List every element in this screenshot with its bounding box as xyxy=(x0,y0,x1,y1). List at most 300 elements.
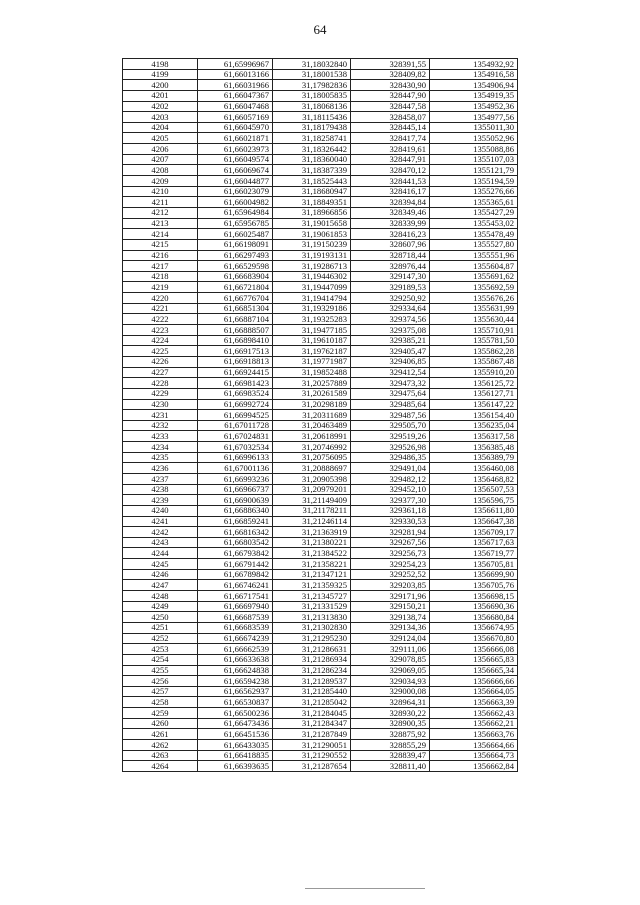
point-number-cell: 4249 xyxy=(123,601,198,612)
table-row xyxy=(123,388,518,399)
latitude-cell: 61,66021871 xyxy=(198,133,273,144)
longitude-cell: 31,21363919 xyxy=(273,527,351,538)
latitude-cell: 61,66859241 xyxy=(198,516,273,527)
latitude-cell: 61,66023079 xyxy=(198,186,273,197)
y-coordinate-cell: 1354952,36 xyxy=(430,101,518,112)
latitude-cell: 61,66721804 xyxy=(198,282,273,293)
longitude-cell: 31,20618991 xyxy=(273,431,351,442)
y-coordinate-cell: 1356507,53 xyxy=(430,484,518,495)
latitude-cell: 61,66433035 xyxy=(198,740,273,751)
longitude-cell: 31,18525443 xyxy=(273,176,351,187)
y-coordinate-cell: 1356690,36 xyxy=(430,601,518,612)
latitude-cell: 61,67001136 xyxy=(198,463,273,474)
table-row xyxy=(123,218,518,229)
point-number-cell: 4233 xyxy=(123,431,198,442)
latitude-cell: 61,66451536 xyxy=(198,729,273,740)
point-number-cell: 4245 xyxy=(123,559,198,570)
x-coordinate-cell: 328430,90 xyxy=(351,80,430,91)
y-coordinate-cell: 1355781,50 xyxy=(430,335,518,346)
x-coordinate-cell: 329034,93 xyxy=(351,676,430,687)
x-coordinate-cell: 329361,18 xyxy=(351,505,430,516)
y-coordinate-cell: 1356674,95 xyxy=(430,622,518,633)
longitude-cell: 31,19610187 xyxy=(273,335,351,346)
point-number-cell: 4209 xyxy=(123,176,198,187)
table-row xyxy=(123,165,518,176)
table-row xyxy=(123,484,518,495)
longitude-cell: 31,20261589 xyxy=(273,388,351,399)
y-coordinate-cell: 1356665,83 xyxy=(430,654,518,665)
point-number-cell: 4199 xyxy=(123,69,198,80)
x-coordinate-cell: 329267,56 xyxy=(351,537,430,548)
longitude-cell: 31,21347121 xyxy=(273,569,351,580)
longitude-cell: 31,19414794 xyxy=(273,293,351,304)
table-row xyxy=(123,293,518,304)
y-coordinate-cell: 1356717,63 xyxy=(430,537,518,548)
table-row xyxy=(123,101,518,112)
y-coordinate-cell: 1356385,48 xyxy=(430,442,518,453)
longitude-cell: 31,21284347 xyxy=(273,718,351,729)
x-coordinate-cell: 328447,58 xyxy=(351,101,430,112)
page-number: 64 xyxy=(313,22,327,37)
point-number-cell: 4263 xyxy=(123,750,198,761)
latitude-cell: 61,66562937 xyxy=(198,686,273,697)
point-number-cell: 4244 xyxy=(123,548,198,559)
table-row xyxy=(123,410,518,421)
longitude-cell: 31,21286234 xyxy=(273,665,351,676)
point-number-cell: 4239 xyxy=(123,495,198,506)
latitude-cell: 61,66983524 xyxy=(198,388,273,399)
point-number-cell: 4242 xyxy=(123,527,198,538)
x-coordinate-cell: 328976,44 xyxy=(351,261,430,272)
x-coordinate-cell: 328409,82 xyxy=(351,69,430,80)
longitude-cell: 31,20257889 xyxy=(273,378,351,389)
point-number-cell: 4260 xyxy=(123,718,198,729)
y-coordinate-cell: 1356662,21 xyxy=(430,718,518,729)
point-number-cell: 4213 xyxy=(123,218,198,229)
table-row xyxy=(123,686,518,697)
bottom-rule xyxy=(305,888,425,889)
y-coordinate-cell: 1354932,92 xyxy=(430,59,518,70)
latitude-cell: 61,66047367 xyxy=(198,90,273,101)
table-row xyxy=(123,367,518,378)
point-number-cell: 4214 xyxy=(123,229,198,240)
point-number-cell: 4205 xyxy=(123,133,198,144)
latitude-cell: 61,66803542 xyxy=(198,537,273,548)
point-number-cell: 4231 xyxy=(123,410,198,421)
point-number-cell: 4198 xyxy=(123,59,198,70)
x-coordinate-cell: 329256,73 xyxy=(351,548,430,559)
latitude-cell: 61,66049574 xyxy=(198,154,273,165)
x-coordinate-cell: 329111,06 xyxy=(351,644,430,655)
longitude-cell: 31,21285440 xyxy=(273,686,351,697)
x-coordinate-cell: 328607,96 xyxy=(351,239,430,250)
y-coordinate-cell: 1355052,96 xyxy=(430,133,518,144)
point-number-cell: 4228 xyxy=(123,378,198,389)
point-number-cell: 4241 xyxy=(123,516,198,527)
x-coordinate-cell: 328394,84 xyxy=(351,197,430,208)
latitude-cell: 61,66297493 xyxy=(198,250,273,261)
longitude-cell: 31,21384522 xyxy=(273,548,351,559)
table-row xyxy=(123,335,518,346)
table-row xyxy=(123,69,518,80)
longitude-cell: 31,21302830 xyxy=(273,622,351,633)
x-coordinate-cell: 328339,99 xyxy=(351,218,430,229)
table-row xyxy=(123,729,518,740)
x-coordinate-cell: 329405,47 xyxy=(351,346,430,357)
longitude-cell: 31,21284045 xyxy=(273,708,351,719)
y-coordinate-cell: 1355088,86 xyxy=(430,144,518,155)
point-number-cell: 4222 xyxy=(123,314,198,325)
point-number-cell: 4257 xyxy=(123,686,198,697)
latitude-cell: 61,66993236 xyxy=(198,473,273,484)
x-coordinate-cell: 329281,94 xyxy=(351,527,430,538)
longitude-cell: 31,21359325 xyxy=(273,580,351,591)
x-coordinate-cell: 329134,36 xyxy=(351,622,430,633)
point-number-cell: 4210 xyxy=(123,186,198,197)
point-number-cell: 4219 xyxy=(123,282,198,293)
x-coordinate-cell: 329069,05 xyxy=(351,665,430,676)
latitude-cell: 61,65956785 xyxy=(198,218,273,229)
y-coordinate-cell: 1355453,02 xyxy=(430,218,518,229)
table-row xyxy=(123,144,518,155)
x-coordinate-cell: 329475,64 xyxy=(351,388,430,399)
longitude-cell: 31,21287849 xyxy=(273,729,351,740)
table-row xyxy=(123,537,518,548)
table-row xyxy=(123,559,518,570)
point-number-cell: 4226 xyxy=(123,356,198,367)
point-number-cell: 4211 xyxy=(123,197,198,208)
point-number-cell: 4251 xyxy=(123,622,198,633)
latitude-cell: 61,66900639 xyxy=(198,495,273,506)
latitude-cell: 61,66683539 xyxy=(198,622,273,633)
longitude-cell: 31,20746992 xyxy=(273,442,351,453)
point-number-cell: 4246 xyxy=(123,569,198,580)
point-number-cell: 4221 xyxy=(123,303,198,314)
x-coordinate-cell: 328718,44 xyxy=(351,250,430,261)
y-coordinate-cell: 1354977,56 xyxy=(430,112,518,123)
x-coordinate-cell: 329203,85 xyxy=(351,580,430,591)
table-row xyxy=(123,250,518,261)
point-number-cell: 4234 xyxy=(123,442,198,453)
table-row xyxy=(123,229,518,240)
y-coordinate-cell: 1356666,66 xyxy=(430,676,518,687)
y-coordinate-cell: 1356147,22 xyxy=(430,399,518,410)
y-coordinate-cell: 1355276,66 xyxy=(430,186,518,197)
y-coordinate-cell: 1356647,38 xyxy=(430,516,518,527)
table-row xyxy=(123,59,518,70)
table-row xyxy=(123,750,518,761)
latitude-cell: 61,66031966 xyxy=(198,80,273,91)
latitude-cell: 61,66791442 xyxy=(198,559,273,570)
x-coordinate-cell: 329330,53 xyxy=(351,516,430,527)
point-number-cell: 4204 xyxy=(123,122,198,133)
y-coordinate-cell: 1356663,76 xyxy=(430,729,518,740)
table-row xyxy=(123,186,518,197)
x-coordinate-cell: 328875,92 xyxy=(351,729,430,740)
point-number-cell: 4240 xyxy=(123,505,198,516)
latitude-cell: 61,66057169 xyxy=(198,112,273,123)
x-coordinate-cell: 329375,08 xyxy=(351,325,430,336)
latitude-cell: 61,66013166 xyxy=(198,69,273,80)
x-coordinate-cell: 328470,12 xyxy=(351,165,430,176)
longitude-cell: 31,21345727 xyxy=(273,591,351,602)
point-number-cell: 4261 xyxy=(123,729,198,740)
latitude-cell: 61,66793842 xyxy=(198,548,273,559)
longitude-cell: 31,18966856 xyxy=(273,207,351,218)
y-coordinate-cell: 1356705,81 xyxy=(430,559,518,570)
latitude-cell: 61,66023973 xyxy=(198,144,273,155)
table-row xyxy=(123,442,518,453)
longitude-cell: 31,20905398 xyxy=(273,473,351,484)
latitude-cell: 61,66789842 xyxy=(198,569,273,580)
latitude-cell: 61,66633638 xyxy=(198,654,273,665)
latitude-cell: 61,66717541 xyxy=(198,591,273,602)
latitude-cell: 61,66069674 xyxy=(198,165,273,176)
latitude-cell: 61,66529598 xyxy=(198,261,273,272)
x-coordinate-cell: 328839,47 xyxy=(351,750,430,761)
point-number-cell: 4208 xyxy=(123,165,198,176)
x-coordinate-cell: 328417,74 xyxy=(351,133,430,144)
longitude-cell: 31,21290051 xyxy=(273,740,351,751)
longitude-cell: 31,21246114 xyxy=(273,516,351,527)
point-number-cell: 4224 xyxy=(123,335,198,346)
point-number-cell: 4248 xyxy=(123,591,198,602)
latitude-cell: 61,66816342 xyxy=(198,527,273,538)
longitude-cell: 31,19762187 xyxy=(273,346,351,357)
point-number-cell: 4235 xyxy=(123,452,198,463)
y-coordinate-cell: 1354919,35 xyxy=(430,90,518,101)
table-row xyxy=(123,495,518,506)
y-coordinate-cell: 1356662,84 xyxy=(430,761,518,772)
longitude-cell: 31,21331529 xyxy=(273,601,351,612)
longitude-cell: 31,18680947 xyxy=(273,186,351,197)
latitude-cell: 61,66992724 xyxy=(198,399,273,410)
table-row xyxy=(123,665,518,676)
x-coordinate-cell: 329171,96 xyxy=(351,591,430,602)
longitude-cell: 31,18360040 xyxy=(273,154,351,165)
y-coordinate-cell: 1356468,82 xyxy=(430,473,518,484)
x-coordinate-cell: 328811,40 xyxy=(351,761,430,772)
x-coordinate-cell: 328458,07 xyxy=(351,112,430,123)
longitude-cell: 31,19286713 xyxy=(273,261,351,272)
point-number-cell: 4252 xyxy=(123,633,198,644)
x-coordinate-cell: 329452,10 xyxy=(351,484,430,495)
longitude-cell: 31,19193131 xyxy=(273,250,351,261)
table-row xyxy=(123,622,518,633)
y-coordinate-cell: 1356127,71 xyxy=(430,388,518,399)
point-number-cell: 4247 xyxy=(123,580,198,591)
table-row xyxy=(123,80,518,91)
longitude-cell: 31,19150239 xyxy=(273,239,351,250)
longitude-cell: 31,19771987 xyxy=(273,356,351,367)
table-row xyxy=(123,378,518,389)
latitude-cell: 61,66898410 xyxy=(198,335,273,346)
y-coordinate-cell: 1354906,94 xyxy=(430,80,518,91)
point-number-cell: 4220 xyxy=(123,293,198,304)
point-number-cell: 4230 xyxy=(123,399,198,410)
x-coordinate-cell: 328391,55 xyxy=(351,59,430,70)
y-coordinate-cell: 1356664,05 xyxy=(430,686,518,697)
table-row xyxy=(123,399,518,410)
latitude-cell: 61,66917513 xyxy=(198,346,273,357)
latitude-cell: 61,66776704 xyxy=(198,293,273,304)
y-coordinate-cell: 1355551,96 xyxy=(430,250,518,261)
table-row xyxy=(123,548,518,559)
y-coordinate-cell: 1356663,39 xyxy=(430,697,518,708)
table-row xyxy=(123,505,518,516)
table-row xyxy=(123,154,518,165)
x-coordinate-cell: 329385,21 xyxy=(351,335,430,346)
longitude-cell: 31,21178211 xyxy=(273,505,351,516)
x-coordinate-cell: 329482,12 xyxy=(351,473,430,484)
y-coordinate-cell: 1355631,99 xyxy=(430,303,518,314)
longitude-cell: 31,20463489 xyxy=(273,420,351,431)
point-number-cell: 4232 xyxy=(123,420,198,431)
y-coordinate-cell: 1355910,20 xyxy=(430,367,518,378)
table-row xyxy=(123,133,518,144)
table-row xyxy=(123,239,518,250)
longitude-cell: 31,18179438 xyxy=(273,122,351,133)
y-coordinate-cell: 1356662,43 xyxy=(430,708,518,719)
table-row xyxy=(123,176,518,187)
coordinates-table-body xyxy=(123,59,518,772)
latitude-cell: 61,66500236 xyxy=(198,708,273,719)
latitude-cell: 61,66045970 xyxy=(198,122,273,133)
latitude-cell: 61,66887104 xyxy=(198,314,273,325)
longitude-cell: 31,18001538 xyxy=(273,69,351,80)
x-coordinate-cell: 328416,17 xyxy=(351,186,430,197)
table-row xyxy=(123,473,518,484)
point-number-cell: 4216 xyxy=(123,250,198,261)
longitude-cell: 31,19447099 xyxy=(273,282,351,293)
latitude-cell: 61,66981423 xyxy=(198,378,273,389)
x-coordinate-cell: 328349,46 xyxy=(351,207,430,218)
x-coordinate-cell: 329150,21 xyxy=(351,601,430,612)
table-row xyxy=(123,612,518,623)
longitude-cell: 31,21313830 xyxy=(273,612,351,623)
x-coordinate-cell: 329374,56 xyxy=(351,314,430,325)
longitude-cell: 31,21149409 xyxy=(273,495,351,506)
table-row xyxy=(123,644,518,655)
point-number-cell: 4253 xyxy=(123,644,198,655)
y-coordinate-cell: 1355710,91 xyxy=(430,325,518,336)
x-coordinate-cell: 328900,35 xyxy=(351,718,430,729)
x-coordinate-cell: 329138,74 xyxy=(351,612,430,623)
point-number-cell: 4236 xyxy=(123,463,198,474)
latitude-cell: 61,66418835 xyxy=(198,750,273,761)
latitude-cell: 61,67011728 xyxy=(198,420,273,431)
point-number-cell: 4258 xyxy=(123,697,198,708)
x-coordinate-cell: 328964,31 xyxy=(351,697,430,708)
table-row xyxy=(123,431,518,442)
y-coordinate-cell: 1354916,58 xyxy=(430,69,518,80)
y-coordinate-cell: 1356709,17 xyxy=(430,527,518,538)
x-coordinate-cell: 329124,04 xyxy=(351,633,430,644)
y-coordinate-cell: 1356596,75 xyxy=(430,495,518,506)
latitude-cell: 61,66924415 xyxy=(198,367,273,378)
point-number-cell: 4254 xyxy=(123,654,198,665)
longitude-cell: 31,18115436 xyxy=(273,112,351,123)
y-coordinate-cell: 1355676,26 xyxy=(430,293,518,304)
latitude-cell: 61,66966737 xyxy=(198,484,273,495)
latitude-cell: 61,66393635 xyxy=(198,761,273,772)
table-row xyxy=(123,569,518,580)
latitude-cell: 61,66683904 xyxy=(198,271,273,282)
longitude-cell: 31,21285042 xyxy=(273,697,351,708)
x-coordinate-cell: 329487,56 xyxy=(351,410,430,421)
table-row xyxy=(123,697,518,708)
latitude-cell: 61,67032534 xyxy=(198,442,273,453)
y-coordinate-cell: 1355604,87 xyxy=(430,261,518,272)
x-coordinate-cell: 329485,64 xyxy=(351,399,430,410)
latitude-cell: 61,66851304 xyxy=(198,303,273,314)
longitude-cell: 31,20311689 xyxy=(273,410,351,421)
x-coordinate-cell: 328855,29 xyxy=(351,740,430,751)
x-coordinate-cell: 329250,92 xyxy=(351,293,430,304)
y-coordinate-cell: 1356705,76 xyxy=(430,580,518,591)
point-number-cell: 4218 xyxy=(123,271,198,282)
point-number-cell: 4229 xyxy=(123,388,198,399)
latitude-cell: 61,65964984 xyxy=(198,207,273,218)
point-number-cell: 4262 xyxy=(123,740,198,751)
x-coordinate-cell: 329505,70 xyxy=(351,420,430,431)
longitude-cell: 31,20756095 xyxy=(273,452,351,463)
y-coordinate-cell: 1356235,04 xyxy=(430,420,518,431)
longitude-cell: 31,20979201 xyxy=(273,484,351,495)
y-coordinate-cell: 1356719,77 xyxy=(430,548,518,559)
latitude-cell: 61,66594238 xyxy=(198,676,273,687)
point-number-cell: 4207 xyxy=(123,154,198,165)
y-coordinate-cell: 1356611,80 xyxy=(430,505,518,516)
longitude-cell: 31,21290552 xyxy=(273,750,351,761)
latitude-cell: 61,65996967 xyxy=(198,59,273,70)
point-number-cell: 4223 xyxy=(123,325,198,336)
table-row xyxy=(123,90,518,101)
y-coordinate-cell: 1355867,48 xyxy=(430,356,518,367)
point-number-cell: 4225 xyxy=(123,346,198,357)
y-coordinate-cell: 1355630,44 xyxy=(430,314,518,325)
point-number-cell: 4250 xyxy=(123,612,198,623)
table-row xyxy=(123,420,518,431)
y-coordinate-cell: 1356699,90 xyxy=(430,569,518,580)
table-row xyxy=(123,654,518,665)
point-number-cell: 4259 xyxy=(123,708,198,719)
latitude-cell: 61,66994525 xyxy=(198,410,273,421)
x-coordinate-cell: 329412,54 xyxy=(351,367,430,378)
y-coordinate-cell: 1356317,58 xyxy=(430,431,518,442)
x-coordinate-cell: 329254,23 xyxy=(351,559,430,570)
latitude-cell: 61,66687539 xyxy=(198,612,273,623)
longitude-cell: 31,21295230 xyxy=(273,633,351,644)
longitude-cell: 31,18032840 xyxy=(273,59,351,70)
longitude-cell: 31,21286631 xyxy=(273,644,351,655)
latitude-cell: 61,66473436 xyxy=(198,718,273,729)
point-number-cell: 4212 xyxy=(123,207,198,218)
longitude-cell: 31,19329186 xyxy=(273,303,351,314)
coordinates-table xyxy=(122,58,518,772)
latitude-cell: 61,66044877 xyxy=(198,176,273,187)
latitude-cell: 61,66886340 xyxy=(198,505,273,516)
longitude-cell: 31,19325283 xyxy=(273,314,351,325)
latitude-cell: 61,66004982 xyxy=(198,197,273,208)
latitude-cell: 61,67024831 xyxy=(198,431,273,442)
y-coordinate-cell: 1356680,84 xyxy=(430,612,518,623)
table-row xyxy=(123,633,518,644)
point-number-cell: 4202 xyxy=(123,101,198,112)
y-coordinate-cell: 1356154,40 xyxy=(430,410,518,421)
x-coordinate-cell: 328447,91 xyxy=(351,154,430,165)
y-coordinate-cell: 1355527,80 xyxy=(430,239,518,250)
